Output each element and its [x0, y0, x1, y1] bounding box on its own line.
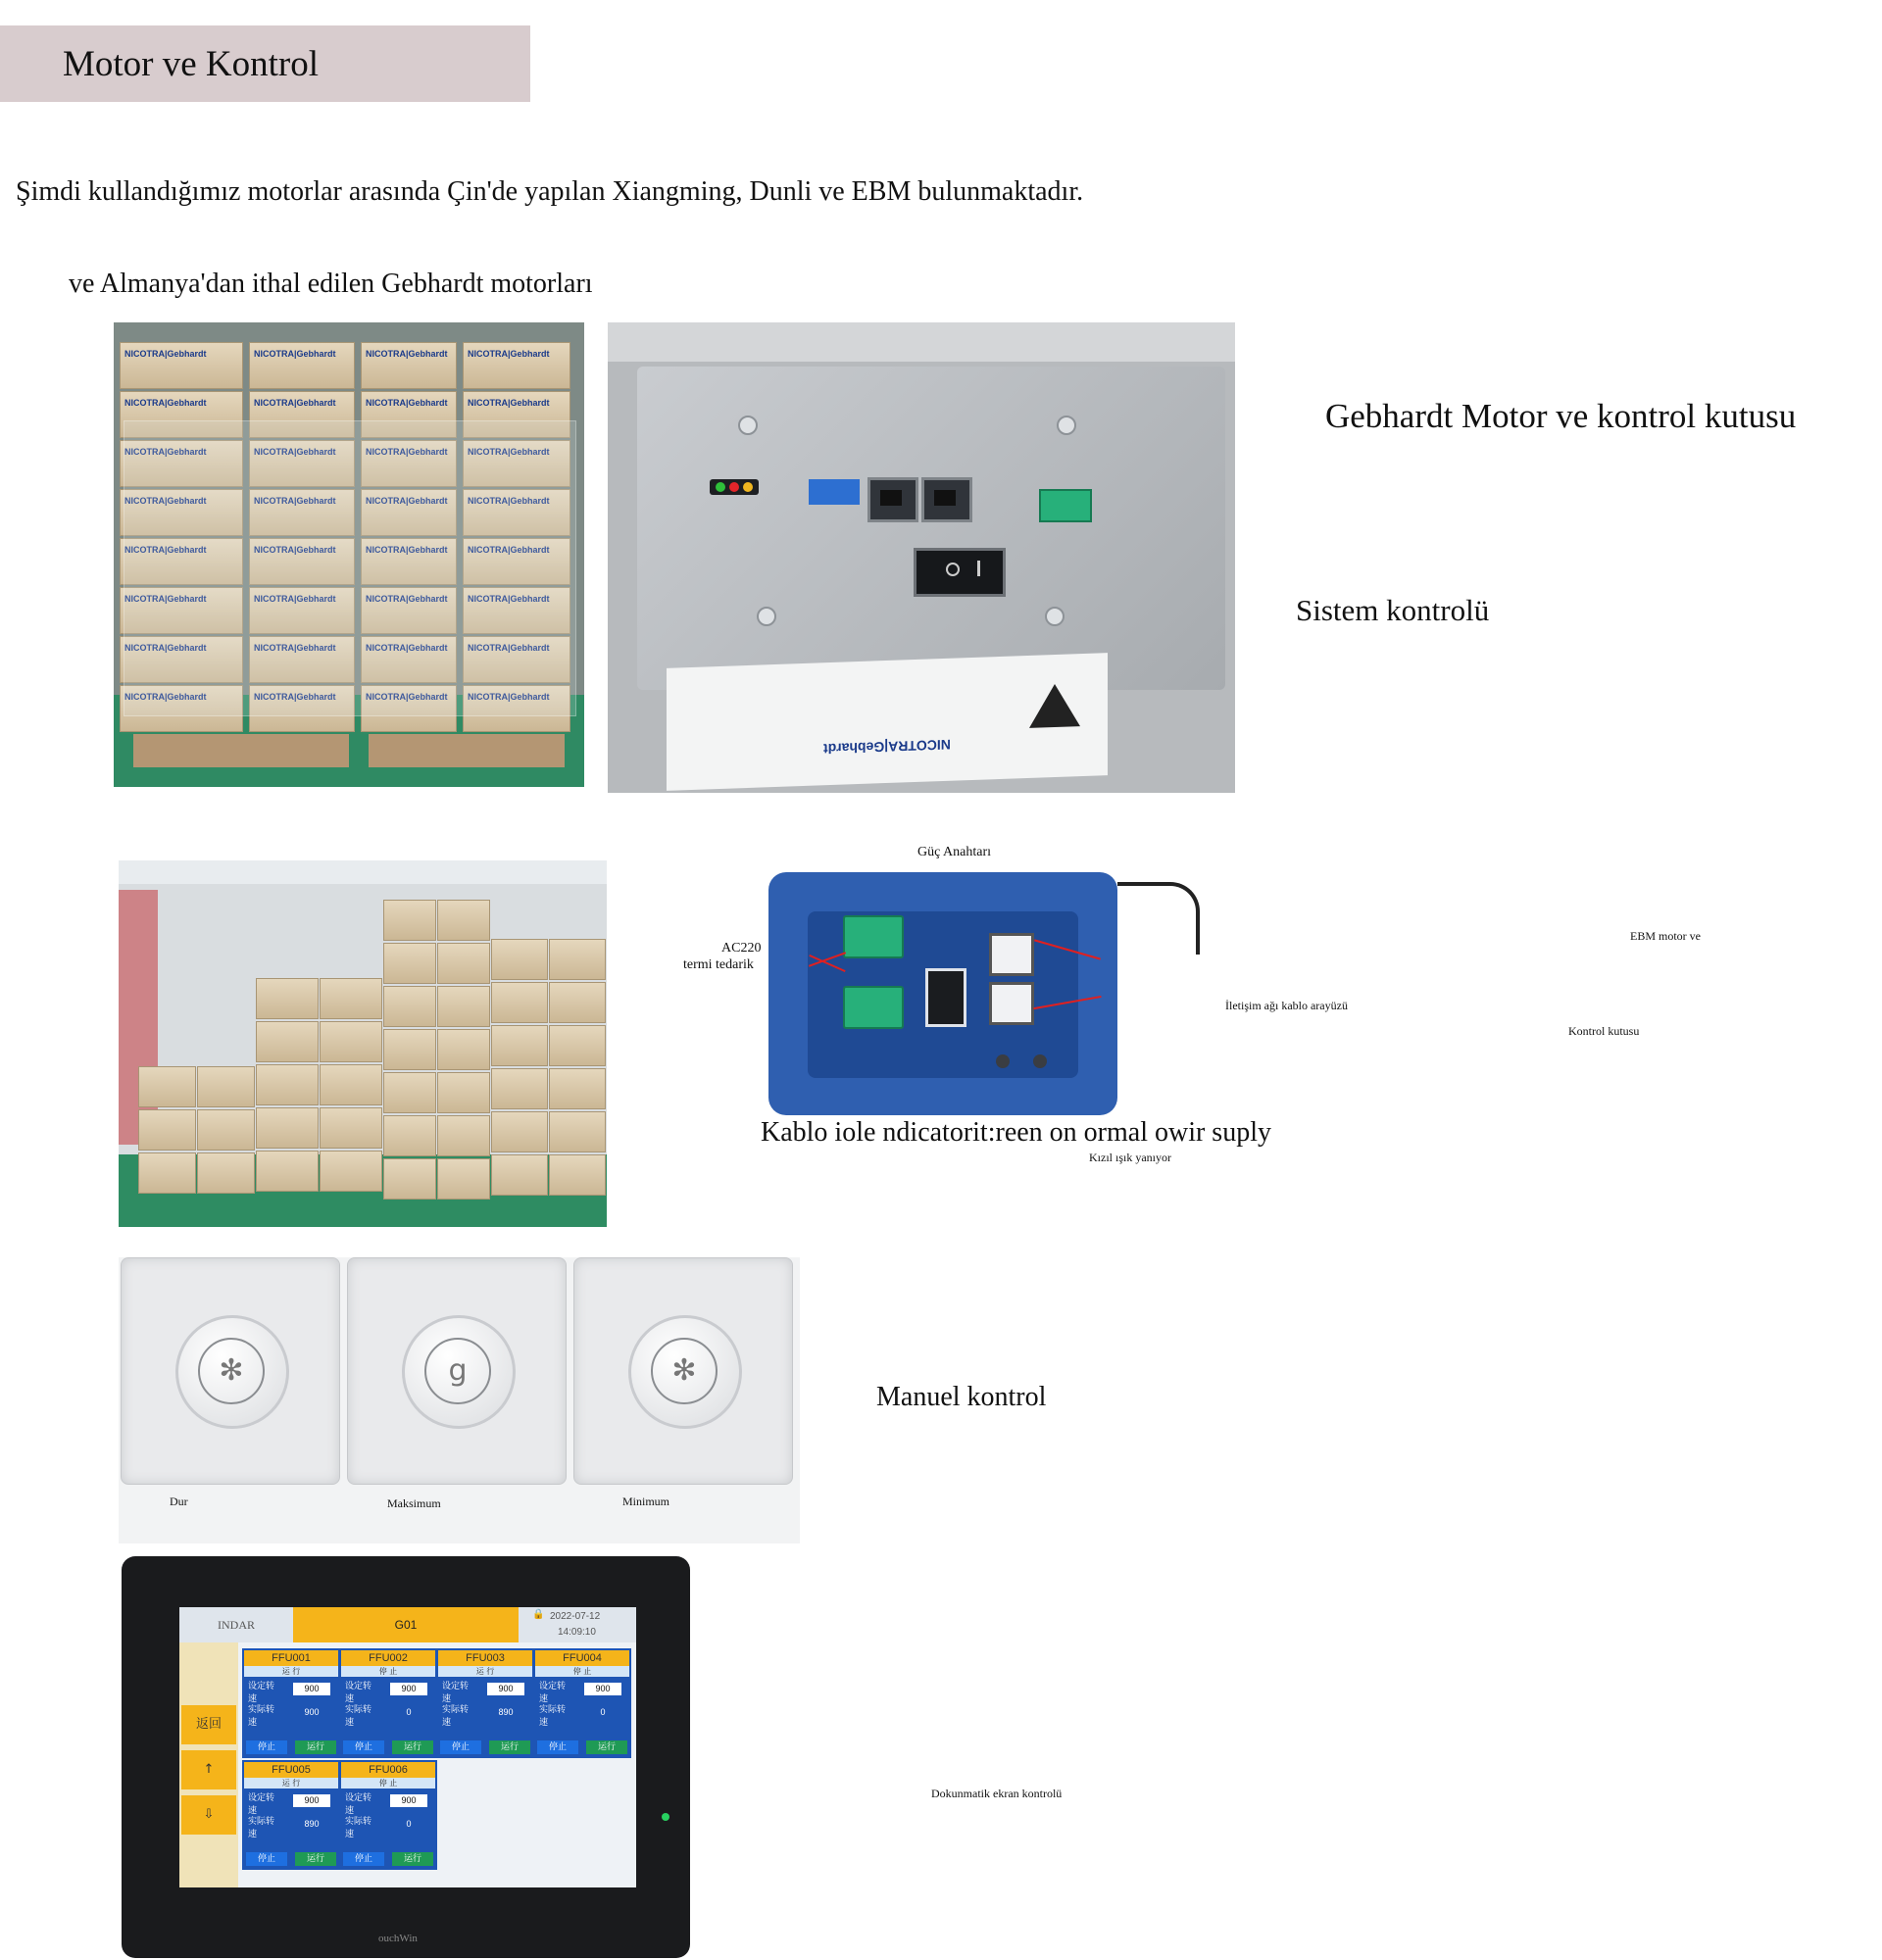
ffu-actual-label: 实际转速: [345, 1817, 372, 1839]
warehouse-carton: [320, 1021, 382, 1062]
warehouse-carton: [491, 982, 548, 1023]
ffu-tile: [339, 1760, 437, 1870]
carton-brand-label: NICOTRA|Gebhardt: [254, 643, 336, 653]
knob-caption-min: Minimum: [622, 1494, 670, 1508]
ffu-tile: [436, 1648, 534, 1758]
warehouse-carton: [549, 1111, 606, 1152]
intro-line-2: ve Almanya'dan ithal edilen Gebhardt motorları: [69, 269, 593, 299]
carton-brand-label: NICOTRA|Gebhardt: [366, 545, 448, 555]
ffu-set-label: 设定转速: [345, 1682, 372, 1704]
page-title: Motor ve Kontrol: [63, 44, 320, 84]
ffu-actual-label: 实际转速: [539, 1705, 567, 1728]
label-system-control: Sistem kontrolü: [1296, 593, 1490, 627]
warehouse-carton: [256, 1064, 319, 1105]
ffu-name: FFU005: [244, 1762, 338, 1778]
carton-brand-label: NICOTRA|Gebhardt: [366, 447, 448, 457]
carton-brand-label: NICOTRA|Gebhardt: [468, 545, 550, 555]
warehouse-carton: [549, 1025, 606, 1066]
label-control-box: Kontrol kutusu: [1568, 1024, 1640, 1038]
ffu-actual-value: 0: [390, 1706, 427, 1719]
ffu-status: 运 行: [244, 1778, 338, 1788]
carton-brand-label: NICOTRA|Gebhardt: [366, 398, 448, 408]
fan-knob-3: [628, 1315, 742, 1429]
carton-brand-label: NICOTRA|Gebhardt: [366, 643, 448, 653]
warehouse-carton: [320, 1151, 382, 1192]
warehouse-carton: [256, 978, 319, 1019]
ffu-set-value[interactable]: 900: [293, 1794, 330, 1807]
ffu-set-label: 设定转速: [539, 1682, 567, 1704]
indicator-led-1: [996, 1054, 1010, 1068]
warehouse-carton: [491, 939, 548, 980]
screen-brand-tag: INDAR: [179, 1607, 293, 1642]
screen-time: 14:09:10: [558, 1627, 596, 1638]
intro-line-1: Şimdi kullandığımız motorlar arasında Çin'de yapılan Xiangming, Dunli ve EBM bulunmaktadır.: [16, 176, 1084, 207]
ffu-buttons: [341, 1739, 435, 1756]
warehouse-carton: [320, 978, 382, 1019]
ffu-grid: [242, 1648, 634, 1887]
carton-brand-label: NICOTRA|Gebhardt: [468, 398, 550, 408]
carton-brand-label: NICOTRA|Gebhardt: [468, 447, 550, 457]
carton-brand-label: NICOTRA|Gebhardt: [124, 545, 207, 555]
touchscreen-device: [122, 1556, 690, 1958]
ffu-set-value[interactable]: 900: [390, 1794, 427, 1807]
carton-brand-label: NICOTRA|Gebhardt: [254, 398, 336, 408]
gebhardt-control-box-photo: [608, 322, 1235, 793]
carton-brand-label: NICOTRA|Gebhardt: [124, 349, 207, 359]
warehouse-carton: [138, 1152, 196, 1194]
knob-caption-max: Maksimum: [387, 1496, 441, 1510]
ffu-stop-button[interactable]: 停止: [440, 1740, 481, 1754]
ffu-run-button[interactable]: 运行: [295, 1740, 336, 1754]
ffu-set-label: 设定转速: [345, 1793, 372, 1816]
warehouse-carton: [437, 1115, 490, 1156]
warning-icon: [1029, 683, 1080, 728]
carton-brand-label: NICOTRA|Gebhardt: [468, 643, 550, 653]
carton-brand-label: NICOTRA|Gebhardt: [254, 496, 336, 506]
carton-brand-label: NICOTRA|Gebhardt: [254, 692, 336, 702]
ffu-stop-button[interactable]: 停止: [246, 1852, 287, 1866]
warehouse-carton: [197, 1109, 255, 1151]
carton-brand-label: NICOTRA|Gebhardt: [124, 398, 207, 408]
ffu-run-button[interactable]: 运行: [392, 1852, 433, 1866]
screen-date: 2022-07-12: [550, 1611, 601, 1622]
product-label: [667, 653, 1108, 791]
ffu-tile: [339, 1648, 437, 1758]
warehouse-carton: [197, 1152, 255, 1194]
warehouse-carton: [437, 943, 490, 984]
ffu-actual-label: 实际转速: [345, 1705, 372, 1728]
power-led: [662, 1813, 669, 1821]
screen-group-title: G01: [293, 1607, 519, 1642]
ffu-buttons: [244, 1850, 338, 1868]
power-terminal: [1039, 489, 1092, 522]
carton-brand-label: NICOTRA|Gebhardt: [468, 349, 550, 359]
warehouse-carton: [437, 986, 490, 1027]
ffu-actual-value: 0: [390, 1818, 427, 1831]
ffu-actual-label: 实际转速: [248, 1817, 275, 1839]
label-brand: NICOTRA|Gebhardt: [823, 736, 951, 758]
ffu-body: [341, 1788, 435, 1838]
carton-brand-label: NICOTRA|Gebhardt: [254, 545, 336, 555]
ffu-body: [244, 1677, 338, 1726]
warehouse-carton: [197, 1066, 255, 1107]
label-power-switch: Güç Anahtarı: [917, 845, 992, 859]
carton-brand-label: NICOTRA|Gebhardt: [124, 447, 207, 457]
carton-brand-label: NICOTRA|Gebhardt: [468, 594, 550, 604]
warehouse-carton: [437, 1158, 490, 1200]
screen-clock: [519, 1607, 636, 1642]
ffu-name: FFU006: [341, 1762, 435, 1778]
ffu-run-button[interactable]: 运行: [392, 1740, 433, 1754]
ffu-stop-button[interactable]: 停止: [537, 1740, 578, 1754]
warehouse-carton: [138, 1066, 196, 1107]
ffu-name: FFU002: [341, 1650, 435, 1666]
carton-box: [249, 342, 355, 389]
ffu-actual-value: 0: [584, 1706, 621, 1719]
warehouse-carton: [320, 1064, 382, 1105]
ffu-set-value[interactable]: 900: [584, 1683, 621, 1695]
warehouse-carton: [383, 986, 436, 1027]
warehouse-carton: [549, 1154, 606, 1196]
ffu-buttons: [535, 1739, 629, 1756]
ffu-status: 运 行: [438, 1666, 532, 1677]
warehouse-carton: [138, 1109, 196, 1151]
ffu-set-value[interactable]: 900: [293, 1683, 330, 1695]
warehouse-carton: [256, 1107, 319, 1149]
warehouse-carton: [383, 1115, 436, 1156]
network-port-1: [989, 933, 1034, 976]
carton-box: [361, 342, 457, 389]
warehouse-carton: [383, 1029, 436, 1070]
warehouse-carton: [437, 900, 490, 941]
ffu-run-button[interactable]: 运行: [586, 1740, 627, 1754]
ffu-name: FFU004: [535, 1650, 629, 1666]
ffu-buttons: [244, 1739, 338, 1756]
warehouse-carton: [549, 982, 606, 1023]
warehouse-carton: [549, 939, 606, 980]
ffu-status: 运 行: [244, 1666, 338, 1677]
carton-brand-label: NICOTRA|Gebhardt: [366, 349, 448, 359]
gebhardt-boxes-photo: [114, 322, 584, 787]
ffu-body: [244, 1788, 338, 1838]
ffu-stop-button[interactable]: 停止: [343, 1852, 384, 1866]
ffu-set-label: 设定转速: [248, 1682, 275, 1704]
lock-icon: 🔒: [532, 1609, 545, 1620]
ffu-status: 停 止: [535, 1666, 629, 1677]
back-button[interactable]: 返回: [181, 1705, 236, 1744]
fan-knob-2: [402, 1315, 516, 1429]
ffu-actual-label: 实际转速: [442, 1705, 470, 1728]
device-brand: ouchWin: [378, 1933, 418, 1944]
carton-brand-label: NICOTRA|Gebhardt: [254, 594, 336, 604]
warehouse-photo: [119, 860, 607, 1227]
carton-brand-label: NICOTRA|Gebhardt: [366, 594, 448, 604]
ffu-tile: [242, 1760, 340, 1870]
ffu-body: [438, 1677, 532, 1726]
ffu-stop-button[interactable]: 停止: [343, 1740, 384, 1754]
ffu-stop-button[interactable]: 停止: [246, 1740, 287, 1754]
carton-box: [120, 342, 243, 389]
ffu-set-value[interactable]: 900: [390, 1683, 427, 1695]
ffu-actual-value: 900: [293, 1706, 330, 1719]
rj45-port-1: [867, 477, 918, 522]
fan-icon: ✻: [651, 1338, 718, 1404]
touchscreen-display: [179, 1607, 636, 1887]
ebm-control-box: [768, 872, 1117, 1115]
network-port-2: [989, 982, 1034, 1025]
warehouse-carton: [256, 1151, 319, 1192]
page-down-button[interactable]: ⇩: [181, 1795, 236, 1835]
ffu-status: 停 止: [341, 1666, 435, 1677]
label-manual-control: Manuel kontrol: [876, 1382, 1047, 1412]
ffu-set-label: 设定转速: [442, 1682, 470, 1704]
ffu-body: [535, 1677, 629, 1726]
warehouse-boxes: [138, 880, 607, 1213]
ffu-tile: [533, 1648, 631, 1758]
led-indicators: [710, 479, 759, 495]
warehouse-carton: [491, 1154, 548, 1196]
warehouse-carton: [491, 1025, 548, 1066]
ffu-name: FFU003: [438, 1650, 532, 1666]
warehouse-carton: [437, 1029, 490, 1070]
label-ac220: AC220: [721, 941, 762, 956]
carton-brand-label: NICOTRA|Gebhardt: [366, 496, 448, 506]
carton-brand-label: NICOTRA|Gebhardt: [254, 349, 336, 359]
carton-brand-label: NICOTRA|Gebhardt: [124, 643, 207, 653]
ffu-name: FFU001: [244, 1650, 338, 1666]
fan-icon: ✻: [198, 1338, 265, 1404]
ffu-body: [341, 1677, 435, 1726]
warehouse-carton: [491, 1111, 548, 1152]
rocker-switch: [914, 548, 1006, 597]
carton-brand-label: NICOTRA|Gebhardt: [254, 447, 336, 457]
fan-knob-1: [175, 1315, 289, 1429]
carton-brand-label: NICOTRA|Gebhardt: [124, 692, 207, 702]
warehouse-carton: [320, 1107, 382, 1149]
carton-brand-label: NICOTRA|Gebhardt: [468, 496, 550, 506]
switch-plate-2: [347, 1257, 567, 1485]
knob-caption-stop: Dur: [170, 1494, 188, 1508]
carton-box: [463, 342, 570, 389]
ffu-actual-value: 890: [487, 1706, 524, 1719]
indicator-led-2: [1033, 1054, 1047, 1068]
ffu-actual-label: 实际转速: [248, 1705, 275, 1728]
label-red-light: Kızıl ışık yanıyor: [1089, 1151, 1171, 1164]
power-switch: [925, 968, 966, 1027]
carton-brand-label: NICOTRA|Gebhardt: [366, 692, 448, 702]
switch-plate-3: [573, 1257, 793, 1485]
dip-switch: [809, 479, 860, 505]
carton-brand-label: NICOTRA|Gebhardt: [124, 594, 207, 604]
warehouse-carton: [383, 943, 436, 984]
ffu-set-label: 设定转速: [248, 1793, 275, 1816]
warehouse-carton: [383, 1158, 436, 1200]
fan-icon: g: [424, 1338, 491, 1404]
cable: [1117, 882, 1200, 955]
ffu-run-button[interactable]: 运行: [489, 1740, 530, 1754]
ffu-buttons: [341, 1850, 435, 1868]
manual-control-photo: [119, 1257, 800, 1544]
label-network-interface: İletişim ağı kablo arayüzü: [1225, 999, 1348, 1012]
label-gebhardt-motor-box: Gebhardt Motor ve kontrol kutusu: [1325, 397, 1797, 435]
label-cable-indicator: Kablo iole ndicatorit:reen on ormal owir suply: [761, 1117, 1271, 1148]
terminal-block-2: [843, 986, 904, 1029]
warehouse-carton: [437, 1072, 490, 1113]
warehouse-carton: [491, 1068, 548, 1109]
label-terminal-supply: termi tedarik: [683, 957, 754, 972]
ffu-run-button[interactable]: 运行: [295, 1852, 336, 1866]
ffu-set-value[interactable]: 900: [487, 1683, 524, 1695]
label-touch-control: Dokunmatik ekran kontrolü: [931, 1787, 1063, 1800]
control-plate: [637, 367, 1225, 690]
warehouse-carton: [383, 1072, 436, 1113]
ffu-status: 停 止: [341, 1778, 435, 1788]
carton-brand-label: NICOTRA|Gebhardt: [468, 692, 550, 702]
ffu-actual-value: 890: [293, 1818, 330, 1831]
switch-plate-1: [121, 1257, 340, 1485]
warehouse-carton: [256, 1021, 319, 1062]
carton-brand-label: NICOTRA|Gebhardt: [124, 496, 207, 506]
label-ebm-motor: EBM motor ve: [1630, 929, 1701, 943]
terminal-block-1: [843, 915, 904, 958]
rj45-port-2: [921, 477, 972, 522]
ffu-buttons: [438, 1739, 532, 1756]
ffu-tile: [242, 1648, 340, 1758]
page-up-button[interactable]: ↑: [181, 1750, 236, 1789]
warehouse-carton: [549, 1068, 606, 1109]
warehouse-carton: [383, 900, 436, 941]
